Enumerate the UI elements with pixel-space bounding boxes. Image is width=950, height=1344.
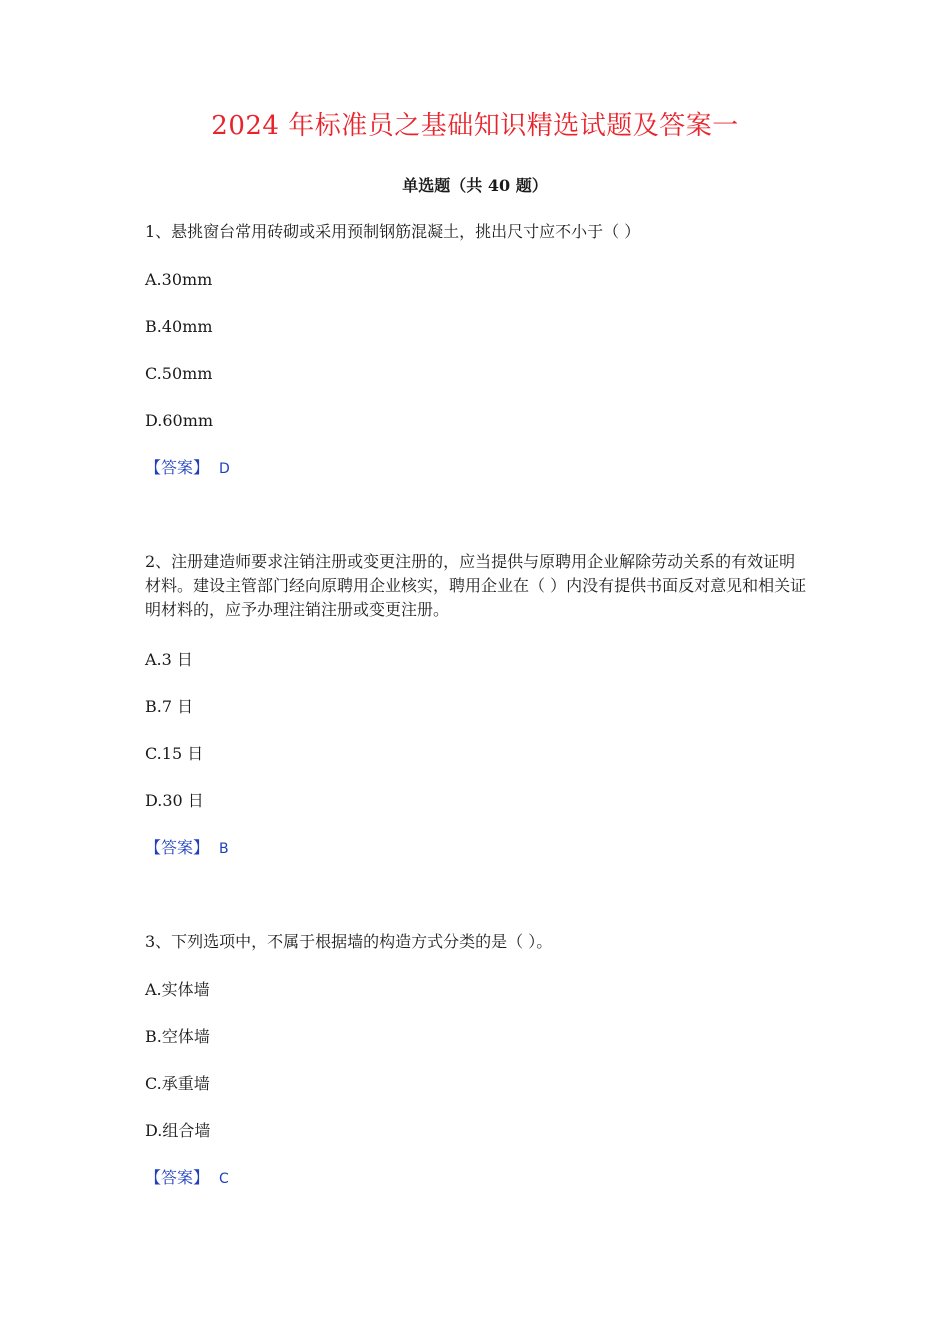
answer-value: B [219,841,229,857]
answer-value: D [219,461,230,477]
document-title: 2024 年标准员之基础知识精选试题及答案一 [211,111,739,141]
question-2-option-c: C.15 日 [145,744,204,763]
answer-value: C [219,1171,229,1187]
question-2-option-b: B.7 日 [145,697,194,716]
question-3-option-d: D.组合墙 [145,1121,211,1140]
question-1-option-d: D.60mm [145,411,214,430]
question-3-option-a: A.实体墙 [145,980,210,999]
question-3-answer [145,1166,229,1191]
answer-label: 【答案】 [145,1168,210,1187]
question-1-answer [145,456,230,481]
section-title: 单选题（共 40 题） [402,176,548,195]
question-2-option-d: D.30 日 [145,791,204,810]
question-1-stem: 1、悬挑窗台常用砖砌或采用预制钢筋混凝土，挑出尺寸应不小于（ ） [145,222,641,241]
answer-label: 【答案】 [145,458,210,477]
question-2-option-a: A.3 日 [145,650,193,669]
question-1-option-c: C.50mm [145,364,213,383]
answer-label: 【答案】 [145,838,210,857]
question-3-option-b: B.空体墙 [145,1027,210,1046]
question-1-option-a: A.30mm [145,270,213,289]
question-3-stem: 3、下列选项中，不属于根据墙的构造方式分类的是（ ）。 [145,932,553,951]
question-2-stem: 2、注册建造师要求注销注册或变更注册的，应当提供与原聘用企业解除劳动关系的有效证明材料。建设主管部门经向原聘用企业核实，聘用企业在（ ）内没有提供书面反对意见和相关证明材料的，应予办理注销注册或变更注册。 [145,552,807,619]
question-3-option-c: C.承重墙 [145,1074,210,1093]
question-2-answer [145,836,229,861]
question-1-option-b: B.40mm [145,317,213,336]
